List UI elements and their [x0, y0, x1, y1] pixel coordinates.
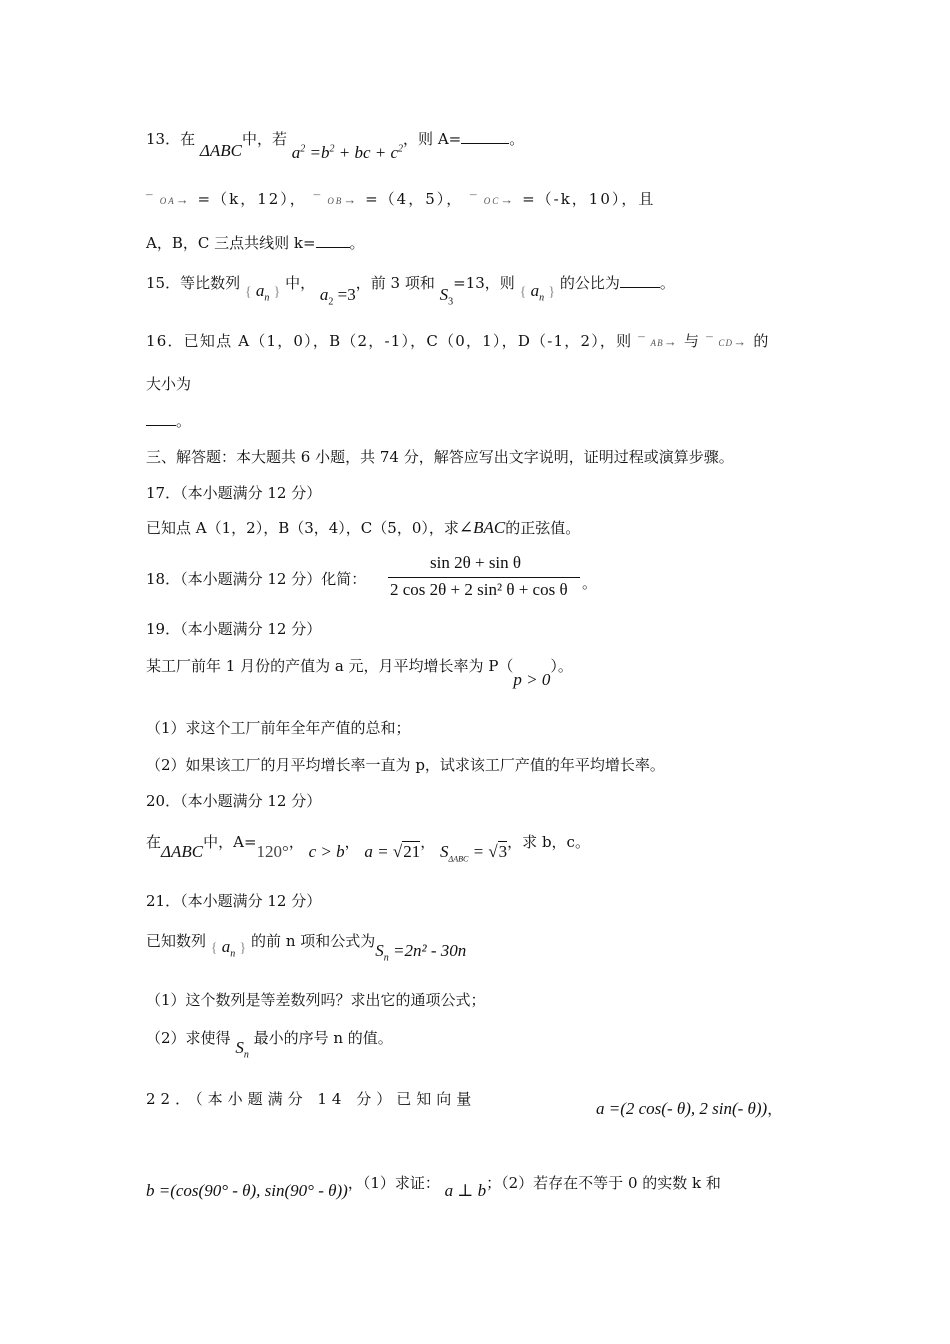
q22-line1 [146, 1088, 476, 1109]
q17-text-end: 的正弦值。 [505, 519, 581, 537]
q19-part2: （2）如果该工厂的月平均增长率一直为 p，试求该工厂产值的年平均增长率。 [146, 756, 665, 774]
q14-ob-value: =（4，5）， [365, 190, 464, 208]
q20-head: 20．（本小题满分 12 分） [146, 792, 322, 810]
q18-head: 18．（本小题满分 12 分）化简： [146, 570, 367, 588]
q14-line1 [146, 188, 655, 209]
q21-formula: $S_n =2n^2 - 30n$ [375, 941, 467, 964]
q22-vector-b: b =(cos(90° - θ), sin(90° - θ)) [146, 1181, 348, 1200]
q21-sn: $S_n$ [235, 1038, 249, 1061]
q17-angle: ∠BAC [458, 518, 506, 537]
q13-triangle: ΔABC [199, 141, 242, 160]
vector-ob: ¯ OB→ [313, 192, 359, 207]
vector-oc: ¯ OC→ [470, 192, 516, 207]
q15-sequence: { $a_n$ } [244, 281, 281, 304]
q16-with: 与 [684, 332, 701, 350]
q21-text-2: 的前 n 项和公式为 [251, 932, 376, 950]
q20-a-label: 中，A= [203, 833, 257, 851]
q15-text: 15．等比数列 [146, 274, 241, 292]
vector-oa: ¯ OA→ [146, 192, 191, 207]
q15-sequence-2: { $a_n$ } [519, 281, 556, 304]
q22-line2 [146, 1174, 721, 1201]
q19-body [146, 655, 573, 689]
q16-answer-blank[interactable] [146, 413, 176, 426]
q15-zhong: 中， [285, 274, 316, 292]
q14-ask: A，B，C 三点共线则 k= [146, 234, 316, 252]
q19-part1: （1）求这个工厂前年全年产值的总和； [146, 719, 411, 737]
q22-vector-a: a =(2 cos(- θ), 2 sin(- θ)) [596, 1099, 768, 1118]
q16-text: 16．已知点 A（1，0），B（2，-1），C（0，1），D（-1，2），则 [146, 332, 633, 350]
q21-part2-text: （2）求使得 [146, 1029, 231, 1047]
q21-head: 21．（本小题满分 12 分） [146, 892, 322, 910]
q19-head: 19．（本小题满分 12 分） [146, 620, 322, 638]
q14-oc-value: =（-k，10），且 [522, 190, 656, 208]
q21-body [146, 930, 467, 964]
q16-ask: 大小为 [146, 375, 192, 393]
q15-ask: 的公比为 [559, 274, 620, 292]
q22-part1: ，（1）求证： [347, 1174, 440, 1192]
section-3-heading: 三、解答题：本大题共 6 小题，共 74 分，解答应写出文字说明，证明过程或演算步骤。 [146, 448, 734, 466]
q15-line [146, 272, 675, 308]
q15-s3-value: =13，则 [453, 274, 515, 292]
q13-answer-blank[interactable] [461, 131, 509, 144]
vector-ab: ¯ AB→ [638, 334, 679, 349]
q20-ask: ，求 b，c。 [507, 833, 590, 851]
q20-text: 在 [146, 833, 162, 851]
q15-sum-text: ，前 3 项和 [355, 274, 435, 292]
q13-number: 13．在 [146, 130, 196, 148]
q14-oa-value: =（k，12）， [197, 190, 307, 208]
q13-line [146, 128, 525, 162]
q20-body: 在ΔABC中，A=120°， c > b， a = √21， $S_{\Delta ABC} = √3$，求 b，c。 [146, 833, 590, 864]
q21-sequence: { $a_n$ } [210, 937, 247, 960]
q20-a-value: a = √21 [364, 842, 421, 861]
q22-part2: ；（2）若存在不等于 0 的实数 k 和 [486, 1174, 721, 1192]
q17-text: 已知点 A（1，2），B（3，4），C（5，0），求 [146, 519, 459, 537]
q18-denominator: 2 cos 2θ + 2 sin² θ + cos θ [390, 580, 568, 599]
q14-period: 。 [349, 234, 365, 252]
q19-text: 某工厂前年 1 月份的产值为 a 元，月平均增长率为 P（ [146, 657, 514, 675]
q13-ask: ，则 A= [403, 130, 462, 148]
q20-triangle: ΔABC [161, 842, 204, 861]
q17-body [146, 517, 580, 538]
q20-c-gt-b: c > b [308, 842, 345, 861]
q18-fraction-bar [388, 577, 580, 578]
q16-period: 。 [176, 412, 192, 430]
q16-line1 [146, 330, 770, 351]
q16-line2 [146, 373, 191, 394]
q18-period: 。 [582, 574, 598, 592]
q22-head: 22．（本小题满分 14 分）已知向量 [146, 1090, 477, 1108]
q17-head: 17．（本小题满分 12 分） [146, 484, 322, 502]
q20-area: $S_{\Delta ABC} = √3$ [440, 842, 508, 864]
q15-answer-blank[interactable] [620, 275, 660, 288]
q20-angle-value: 120° [256, 842, 289, 861]
q13-equation: $a^2 =b^2$ + bc + $c^2$ [291, 143, 404, 162]
q19-close: ）。 [550, 657, 573, 675]
vector-cd: ¯ CD→ [706, 334, 748, 349]
q16-line3 [146, 410, 191, 431]
q22-perp: a ⊥ b [444, 1181, 487, 1200]
q21-part2 [146, 1027, 393, 1061]
q18-numerator: sin 2θ + sin θ [430, 553, 522, 572]
q13-text: 中，若 [241, 130, 287, 148]
q21-part2-end: 最小的序号 n 的值。 [253, 1029, 393, 1047]
q14-answer-blank[interactable] [316, 235, 350, 248]
q16-of: 的 [753, 332, 770, 350]
q14-line2 [146, 232, 365, 253]
q13-period: 。 [509, 130, 525, 148]
q15-s3: $S_3$ [439, 285, 454, 308]
q15-a2: $a_2 =3$ [319, 285, 356, 308]
q21-text: 已知数列 [146, 932, 207, 950]
q15-period: 。 [659, 274, 675, 292]
q21-part1: （1）这个数列是等差数列吗？求出它的通项公式； [146, 991, 486, 1009]
q19-condition: p > 0 [513, 670, 551, 689]
q22-vec-a: a =(2 cos(- θ), 2 sin(- θ))， [596, 1099, 783, 1118]
